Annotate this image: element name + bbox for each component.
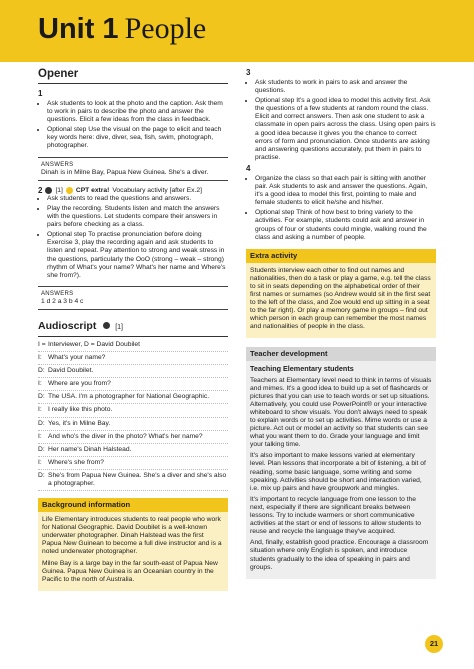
- teacher-paragraph: It's important to recycle language from one lesson to the next, especially if there are significant breaks between lessons. Try to include warmers or short communicative activities at the start or end of lessons to allow students to reuse and recycle the language they've acquired.: [250, 495, 421, 536]
- answers-text: Dinah is in Milne Bay, Papua New Guinea. She's a diver.: [41, 168, 209, 176]
- exercise-1-number: 1: [38, 89, 43, 98]
- list-item: • Ask students to read the questions and answers.: [47, 195, 228, 203]
- unit-name: People: [124, 12, 207, 45]
- audio-icon: [45, 187, 52, 194]
- cpt-icon: [66, 187, 73, 194]
- audioscript-row: [38, 352, 228, 365]
- line-text: What's your name?: [48, 354, 106, 362]
- audioscript-row: [38, 457, 228, 470]
- unit-label: Unit 1: [38, 13, 119, 45]
- line-text: She's from Papua New Guinea. She's a diver and she's also a photographer.: [48, 471, 227, 487]
- extra-activity-text: Students interview each other to find out names and nationalities, then do a task or play a game, e.g. tell the class to sit in seats depending on the alphabetical order of their first names or surnames (so Andrew would sit in the first seat to the left of the class, and Zoe would end up sitting in a seat to the far right). Or play a memory game in groups – find out which person in each group can remember the most names and nationalities of people in the class.: [250, 266, 431, 331]
- track-number: [1]: [55, 186, 63, 194]
- speaker: I:: [38, 458, 42, 466]
- background-paragraph: Life Elementary introduces students to real people who work for National Geographic. David Doubilet is a well-known underwater photographer. Dinah Halstead was the first Papua New Guinean to become a full dive instructor and is a noted underwater photographer.: [42, 516, 222, 556]
- speaker: D:: [38, 393, 45, 401]
- line-text: Her name's Dinah Halstead.: [48, 445, 132, 453]
- line-text: I really like this photo.: [48, 406, 113, 414]
- audioscript-row: [38, 378, 228, 391]
- cpt-activity: Vocabulary activity [after Ex.2]: [112, 186, 202, 194]
- page-number: 21: [425, 635, 443, 653]
- audioscript-row: [38, 431, 228, 444]
- line-text: The USA. I'm a photographer for National Geographic.: [48, 393, 210, 401]
- audio-icon: [103, 322, 110, 329]
- audioscript-row: [38, 404, 228, 417]
- line-text: Where's she from?: [48, 458, 104, 466]
- audioscript-row: [38, 339, 228, 352]
- teacher-development-subheading: Teaching Elementary students: [250, 364, 354, 374]
- answers-text: 1 d 2 a 3 b 4 c: [41, 297, 84, 305]
- audioscript-row: [38, 470, 228, 491]
- speaker: D:: [38, 419, 45, 427]
- exercise-2-header: [38, 187, 228, 195]
- list-item: • Optional step It's a good idea to model this activity first. Ask the questions of a few students at random round the class. Elicit and correct answers. Then ask one student to ask a classmate in open pairs across the class. Using open pairs is a good idea because it gives you the chance to correct errors of form and pronunciation. Once students are asking and answering questions accurately, put them in pairs to practise.: [255, 97, 436, 162]
- exercise-3-list: [246, 79, 436, 162]
- exercise-4-number: 4: [246, 163, 251, 173]
- extra-activity-box: [246, 263, 436, 339]
- unit-title: [38, 12, 206, 46]
- answers-label: ANSWERS: [41, 161, 74, 168]
- list-item: • Ask students to work in pairs to ask and answer the questions.: [255, 79, 436, 95]
- answers-box-2: [38, 286, 228, 310]
- speaker: I =: [38, 340, 46, 348]
- answers-box-1: [38, 157, 228, 181]
- audioscript-row: [38, 391, 228, 404]
- background-paragraph: Milne Bay is a large bay in the far south-east of Papua New Guinea. Papua New Guinea is an Oceanian country in the Pacific to the north of Australia.: [42, 559, 218, 583]
- answers-label: ANSWERS: [41, 290, 74, 297]
- extra-activity-heading: Extra activity: [246, 249, 436, 263]
- audioscript-title: Audioscript: [38, 319, 97, 332]
- exercise-4-list: [246, 175, 436, 242]
- teacher-development-box: [246, 361, 436, 578]
- list-item: • Organize the class so that each pair is sitting with another pair. Ask students to ask and answer the questions. Again, it's a good idea to model this first, pointing to male and female students to elicit he/she and his/her.: [255, 175, 436, 207]
- speaker: I:: [38, 354, 42, 362]
- teacher-paragraph: It's also important to make lessons varied at elementary level. Plan lessons that incorporate a bit of listening, a bit of reading, some basic language, some writing and some speaking. Activities should be short and interaction varied, i.e. mix up pairs and have groupwork and mingles.: [250, 452, 426, 492]
- cpt-label: CPT extra!: [75, 186, 110, 194]
- list-item: • Optional step To practise pronunciation before doing Exercise 3, play the recording again and ask students to listen and repeat. Pay attention to strong and weak stress in the questions, particularly the OoO (strong – weak – strong) rhythm of What's your name? What's her name and Where's she from?).: [47, 231, 228, 280]
- teacher-development-heading: Teacher development: [246, 347, 436, 361]
- speaker: I:: [38, 432, 42, 440]
- line-text: Where are you from?: [48, 380, 111, 388]
- line-text: Interviewer, D = David Doubilet: [48, 340, 140, 348]
- opener-heading: Opener: [38, 68, 228, 84]
- exercise-3-number: 3: [246, 68, 251, 77]
- speaker: D:: [38, 471, 45, 479]
- speaker: D:: [38, 445, 45, 453]
- list-item: • Ask students to look at the photo and the caption. Ask them to work in pairs to describe the photo and answer the questions. Elicit a few ideas from the class in feedback.: [47, 100, 228, 124]
- exercise-2-number: 2: [38, 185, 43, 195]
- list-item: • Optional step Use the visual on the page to elicit and teach key words here: dive, diver, sea, fish, swim, photograph, photographer.: [47, 126, 228, 150]
- right-column: [246, 68, 436, 579]
- teacher-paragraph: Teachers at Elementary level need to think in terms of visuals and mimes. It's a good idea to build up a set of flashcards or pictures that you can use to teach words or set up situations. Alternatively, you could use PowerPoint® or your interactive whiteboard to show visuals. You don't always need to speak to explain words or to set up activities. Mime words or use a picture. Act out or model an activity so that students can see what you want them to do. Grade your language and limit your talking time.: [250, 376, 432, 449]
- speaker: I:: [38, 380, 42, 388]
- line-text: David Doubilet.: [48, 367, 94, 375]
- audioscript-heading: [38, 320, 228, 337]
- audioscript-row: [38, 365, 228, 378]
- left-column: [38, 68, 228, 591]
- speaker: D:: [38, 367, 45, 375]
- teacher-paragraph: And, finally, establish good practice. Encourage a classroom situation where only English is spoken, and introduce students gradually to the idea of speaking in pairs and groups.: [250, 539, 429, 571]
- audioscript-row: [38, 444, 228, 457]
- audioscript-lines: [38, 339, 228, 491]
- background-info-heading: Background information: [38, 498, 228, 512]
- background-info-box: [38, 512, 228, 591]
- audioscript-row: [38, 418, 228, 431]
- exercise-1-list: [38, 100, 228, 151]
- list-item: • Optional step Think of how best to bring variety to the activities. For example, students could ask and answer in groups of four or students could mingle, walking round the class and asking a number of people.: [255, 209, 436, 241]
- line-text: And who's the diver in the photo? What's her name?: [48, 432, 203, 440]
- speaker: I:: [38, 406, 42, 414]
- track-number: [1]: [115, 323, 123, 331]
- line-text: Yes, it's in Milne Bay.: [48, 419, 111, 427]
- exercise-2-list: [38, 195, 228, 280]
- list-item: • Play the recording. Students listen and match the answers with the questions. Let students compare their answers in pairs before checking as a class.: [47, 205, 228, 229]
